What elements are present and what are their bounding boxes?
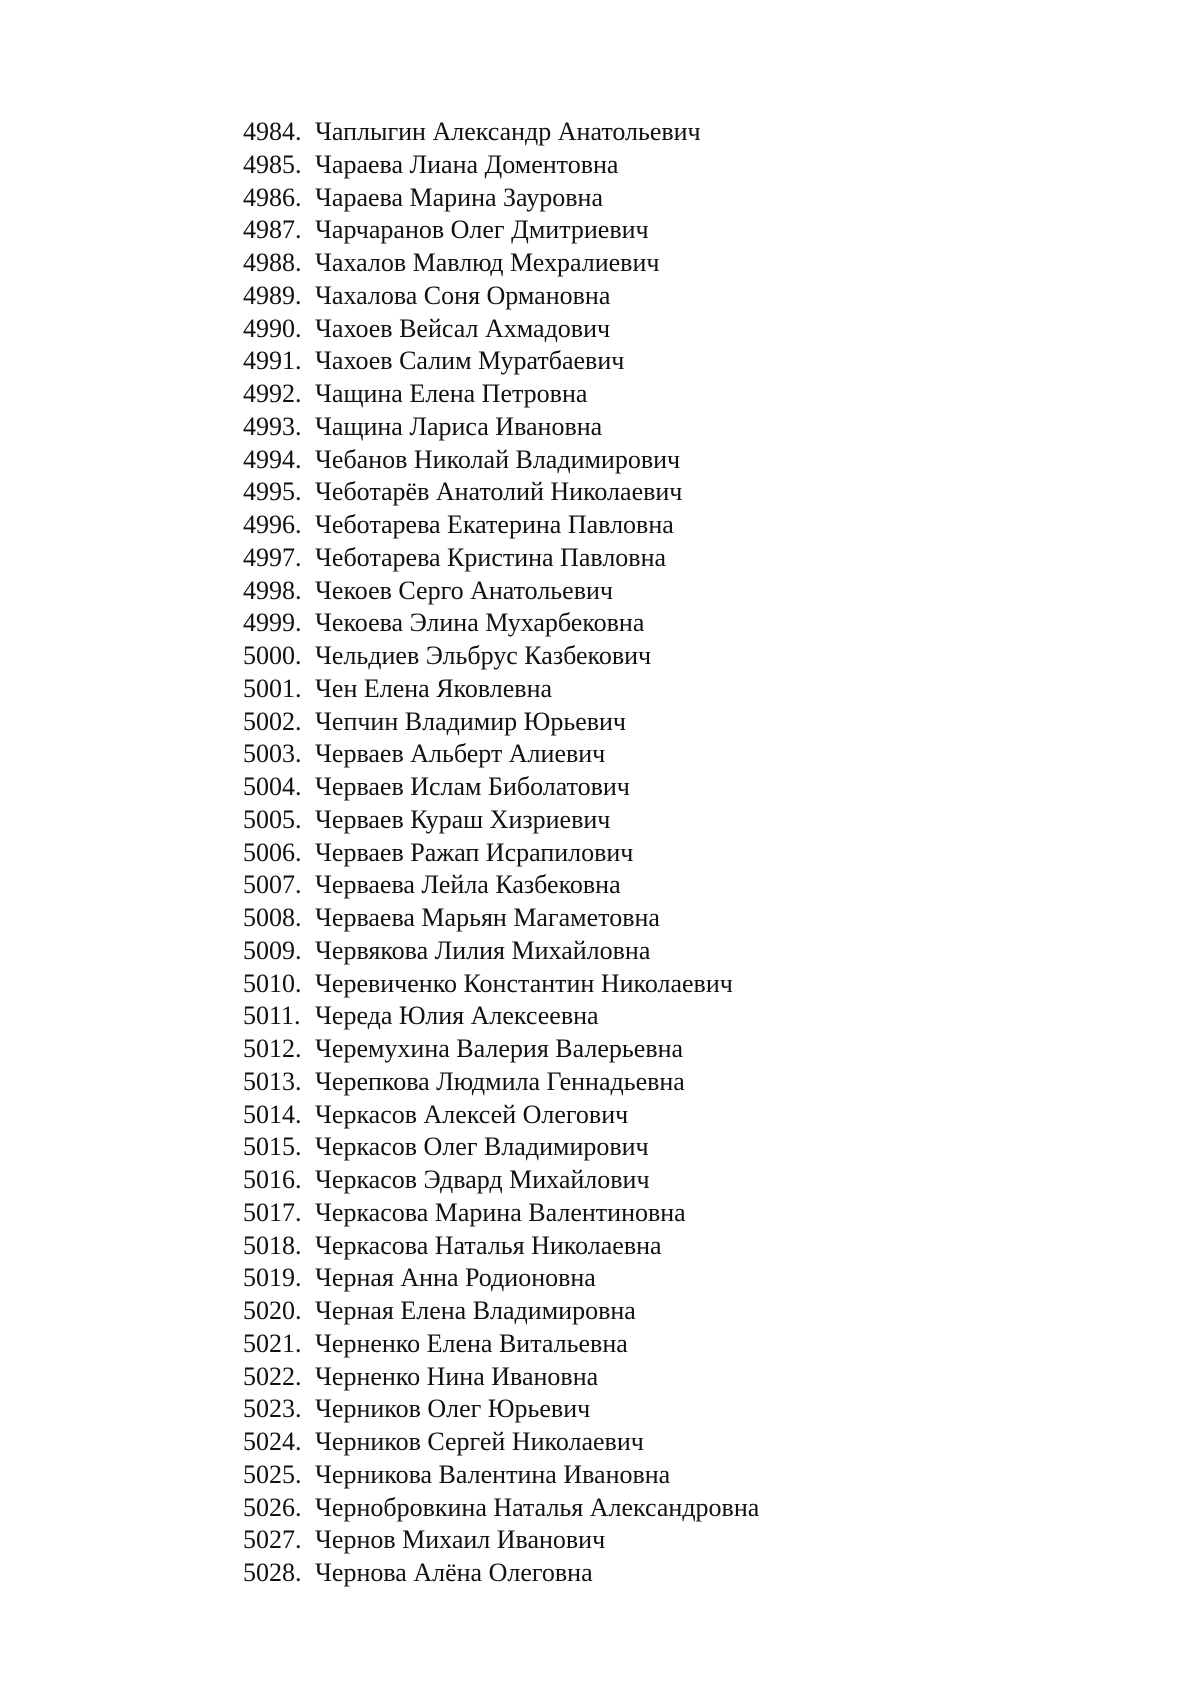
entry-name: Чахоев Вейсал Ахмадович xyxy=(315,313,611,343)
list-item xyxy=(243,1393,759,1426)
list-item xyxy=(243,1262,759,1295)
entry-number: 4996. xyxy=(243,510,302,539)
list-item xyxy=(243,280,759,313)
entry-name: Черненко Елена Витальевна xyxy=(315,1328,628,1358)
entry-number: 4987. xyxy=(243,215,302,245)
entry-name: Черная Елена Владимировна xyxy=(315,1296,636,1325)
entry-number: 5003. xyxy=(243,739,302,769)
list-item xyxy=(243,706,759,739)
entry-number: 5022. xyxy=(243,1361,302,1391)
entry-name: Черникова Валентина Ивановна xyxy=(315,1459,671,1489)
entry-name: Черкасов Алексей Олегович xyxy=(315,1099,629,1129)
list-item xyxy=(243,1328,759,1361)
entry-number: 5023. xyxy=(243,1394,302,1424)
entry-number: 4985. xyxy=(243,149,302,179)
list-item xyxy=(243,1033,759,1066)
entry-name: Чернов Михаил Иванович xyxy=(315,1525,606,1555)
list-item xyxy=(243,1000,759,1033)
list-item xyxy=(243,444,759,477)
entry-number: 4991. xyxy=(243,346,302,376)
entry-number: 4984. xyxy=(243,117,302,146)
entry-name: Черваева Марьян Магаметовна xyxy=(315,903,660,932)
list-item xyxy=(243,869,759,902)
entry-number: 5016. xyxy=(243,1165,302,1194)
entry-number: 5017. xyxy=(243,1197,302,1227)
list-item xyxy=(243,1459,759,1492)
entry-name: Черваев Ислам Биболатович xyxy=(315,772,630,801)
list-item xyxy=(243,411,759,444)
entry-number: 4994. xyxy=(243,444,302,474)
entry-name: Чахоев Салим Муратбаевич xyxy=(315,346,625,376)
list-item xyxy=(243,247,759,280)
entry-name: Чахалова Соня Ормановна xyxy=(315,280,611,310)
entry-number: 4997. xyxy=(243,542,302,572)
entry-number: 5026. xyxy=(243,1492,302,1522)
entry-number: 5028. xyxy=(243,1558,302,1587)
list-item xyxy=(243,607,759,640)
entry-number: 5020. xyxy=(243,1296,302,1325)
entry-number: 4992. xyxy=(243,379,302,408)
list-item xyxy=(243,1164,759,1197)
list-item xyxy=(243,214,759,247)
list-item xyxy=(243,1361,759,1394)
entry-name: Черваев Ражап Исрапилович xyxy=(315,837,634,867)
list-item xyxy=(243,738,759,771)
entry-name: Черная Анна Родионовна xyxy=(315,1263,596,1293)
list-item xyxy=(243,313,759,346)
list-item xyxy=(243,378,759,411)
list-item xyxy=(243,804,759,837)
entry-name: Чащина Лариса Ивановна xyxy=(315,411,603,441)
entry-name: Чараева Марина Зауровна xyxy=(315,182,603,212)
entry-name: Черваев Кураш Хизриевич xyxy=(315,804,611,834)
entry-name: Чекоева Элина Мухарбековна xyxy=(315,608,645,638)
list-item xyxy=(243,673,759,706)
entry-name: Череда Юлия Алексеевна xyxy=(315,1001,599,1031)
name-list xyxy=(243,116,759,1590)
list-item xyxy=(243,476,759,509)
entry-number: 5025. xyxy=(243,1459,302,1489)
entry-name: Чекоев Серго Анатольевич xyxy=(315,575,613,605)
list-item xyxy=(243,1066,759,1099)
entry-number: 5005. xyxy=(243,804,302,834)
list-item xyxy=(243,1295,759,1328)
list-item xyxy=(243,935,759,968)
entry-number: 5015. xyxy=(243,1132,302,1162)
entry-name: Черкасова Наталья Николаевна xyxy=(315,1230,662,1260)
entry-name: Черкасов Эдвард Михайлович xyxy=(315,1165,650,1194)
entry-number: 4999. xyxy=(243,608,302,638)
list-item xyxy=(243,1197,759,1230)
list-item xyxy=(243,1426,759,1459)
entry-number: 5014. xyxy=(243,1099,302,1129)
list-item xyxy=(243,837,759,870)
entry-name: Чернова Алёна Олеговна xyxy=(315,1558,593,1587)
entry-name: Чаплыгин Александр Анатольевич xyxy=(315,117,701,146)
list-item xyxy=(243,575,759,608)
entry-name: Черемухина Валерия Валерьевна xyxy=(315,1034,684,1063)
list-item xyxy=(243,771,759,804)
entry-number: 5021. xyxy=(243,1328,302,1358)
entry-number: 5007. xyxy=(243,870,302,900)
list-item xyxy=(243,902,759,935)
entry-number: 4990. xyxy=(243,313,302,343)
entry-name: Червякова Лилия Михайловна xyxy=(315,935,651,965)
entry-name: Чен Елена Яковлевна xyxy=(315,673,553,703)
entry-number: 5019. xyxy=(243,1263,302,1293)
entry-number: 5024. xyxy=(243,1427,302,1456)
entry-name: Чебанов Николай Владимирович xyxy=(315,444,681,474)
entry-name: Черваев Альберт Алиевич xyxy=(315,739,606,769)
entry-number: 5000. xyxy=(243,641,302,670)
entry-number: 5002. xyxy=(243,706,302,736)
entry-number: 5018. xyxy=(243,1230,302,1260)
entry-name: Черненко Нина Ивановна xyxy=(315,1361,599,1391)
entry-name: Чащина Елена Петровна xyxy=(315,379,588,408)
list-item xyxy=(243,1230,759,1263)
list-item xyxy=(243,1524,759,1557)
list-item xyxy=(243,345,759,378)
entry-name: Черепкова Людмила Геннадьевна xyxy=(315,1066,685,1096)
entry-name: Чернобровкина Наталья Александровна xyxy=(315,1492,760,1522)
list-item xyxy=(243,542,759,575)
entry-number: 4998. xyxy=(243,575,302,605)
list-item xyxy=(243,1131,759,1164)
entry-name: Чеботарёв Анатолий Николаевич xyxy=(315,477,683,507)
entry-name: Чельдиев Эльбрус Казбекович xyxy=(315,641,652,670)
entry-number: 4993. xyxy=(243,411,302,441)
entry-name: Чарчаранов Олег Дмитриевич xyxy=(315,215,649,245)
entry-number: 5004. xyxy=(243,772,302,801)
entry-name: Чеботарева Екатерина Павловна xyxy=(315,510,674,539)
entry-number: 5009. xyxy=(243,935,302,965)
entry-name: Черкасова Марина Валентиновна xyxy=(315,1197,686,1227)
entry-name: Чеботарева Кристина Павловна xyxy=(315,542,667,572)
entry-name: Черваева Лейла Казбековна xyxy=(315,870,621,900)
entry-number: 4995. xyxy=(243,477,302,507)
list-item xyxy=(243,1099,759,1132)
entry-number: 5012. xyxy=(243,1034,302,1063)
entry-number: 4988. xyxy=(243,248,302,277)
entry-number: 5010. xyxy=(243,968,302,998)
list-item xyxy=(243,968,759,1001)
entry-number: 5027. xyxy=(243,1525,302,1555)
entry-name: Чараева Лиана Доментовна xyxy=(315,149,619,179)
entry-number: 5006. xyxy=(243,837,302,867)
entry-number: 4989. xyxy=(243,280,302,310)
list-item xyxy=(243,1492,759,1525)
list-item xyxy=(243,149,759,182)
entry-name: Черников Олег Юрьевич xyxy=(315,1394,591,1424)
entry-number: 5013. xyxy=(243,1066,302,1096)
list-item xyxy=(243,509,759,542)
entry-number: 5008. xyxy=(243,903,302,932)
entry-name: Чепчин Владимир Юрьевич xyxy=(315,706,627,736)
entry-name: Чахалов Мавлюд Мехралиевич xyxy=(315,248,660,277)
entry-number: 5001. xyxy=(243,673,302,703)
entry-number: 4986. xyxy=(243,182,302,212)
entry-name: Черевиченко Константин Николаевич xyxy=(315,968,733,998)
entry-number: 5011. xyxy=(243,1001,301,1031)
list-item xyxy=(243,640,759,673)
list-item xyxy=(243,116,759,149)
entry-name: Черкасов Олег Владимирович xyxy=(315,1132,649,1162)
list-item xyxy=(243,182,759,215)
list-item xyxy=(243,1557,759,1590)
entry-name: Черников Сергей Николаевич xyxy=(315,1427,644,1456)
